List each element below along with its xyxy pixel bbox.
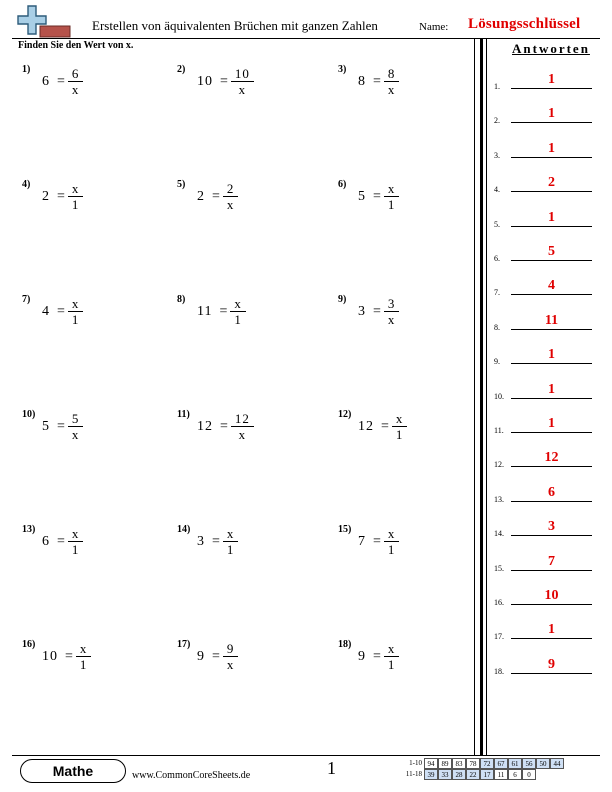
problem-number: 12)	[338, 409, 352, 420]
brand-badge: Mathe	[20, 759, 126, 783]
denominator: x	[238, 427, 247, 442]
answer-line	[511, 638, 592, 639]
instructions: Finden Sie den Wert von x.	[18, 40, 134, 51]
denominator: 1	[395, 427, 404, 442]
answer-row	[494, 346, 600, 366]
answer-value: 1	[548, 347, 555, 363]
problem-number: 14)	[177, 524, 191, 535]
numerator: 3	[384, 296, 400, 312]
score-cell: 56	[522, 758, 536, 769]
equals-sign: =	[57, 73, 65, 89]
denominator: 1	[79, 657, 88, 672]
denominator: 1	[387, 657, 396, 672]
denominator: 1	[234, 312, 242, 327]
numerator: x	[384, 526, 400, 542]
answer-line	[511, 157, 592, 158]
numerator: 5	[68, 411, 84, 427]
answer-line	[511, 122, 592, 123]
answer-number: 5.	[494, 219, 500, 229]
equation	[197, 641, 238, 672]
answer-value: 6	[548, 484, 555, 500]
answer-number: 8.	[494, 322, 500, 332]
problem-number: 15)	[338, 524, 352, 535]
denominator: 1	[226, 542, 235, 557]
fraction	[223, 181, 239, 212]
answer-number: 17.	[494, 632, 504, 642]
problem-number: 9)	[338, 294, 347, 305]
answer-row	[494, 209, 600, 229]
answer-value: 10	[544, 588, 559, 603]
answer-row	[494, 621, 600, 641]
website-link[interactable]: www.CommonCoreSheets.de	[132, 770, 251, 781]
numerator: 6	[68, 66, 84, 82]
equation	[42, 181, 83, 212]
answer-line	[511, 466, 592, 467]
answer-number: 13.	[494, 494, 504, 504]
problem-number: 2)	[177, 64, 186, 75]
denominator: x	[226, 657, 235, 672]
answer-value: 1	[548, 622, 555, 638]
numerator: x	[223, 526, 239, 542]
problem-item	[338, 64, 488, 124]
equation	[42, 641, 91, 672]
name-label: Name:	[419, 21, 449, 33]
fraction	[68, 296, 84, 327]
answer-number: 4.	[494, 185, 500, 195]
numerator: x	[76, 641, 92, 657]
whole-number: 2	[42, 188, 50, 204]
fraction	[231, 66, 254, 97]
answer-number: 10.	[494, 391, 504, 401]
score-row-label: 11-18	[405, 770, 422, 778]
score-row	[396, 769, 536, 780]
fraction	[392, 411, 408, 442]
problem-number: 4)	[22, 179, 31, 190]
denominator: x	[238, 82, 247, 97]
numerator: 2	[223, 181, 239, 197]
answer-line	[511, 226, 592, 227]
problem-number: 8)	[177, 294, 186, 305]
numerator: x	[392, 411, 408, 427]
answer-value: 1	[548, 209, 555, 225]
equals-sign: =	[373, 648, 381, 664]
score-cell: 89	[438, 758, 452, 769]
answer-value: 1	[548, 106, 555, 122]
denominator: x	[387, 82, 396, 97]
answer-value: 1	[548, 72, 555, 87]
denominator: x	[71, 82, 80, 97]
answer-row	[494, 415, 600, 435]
score-cell: 94	[424, 758, 438, 769]
answer-line	[511, 294, 592, 295]
fraction	[68, 526, 84, 557]
score-cell: 50	[536, 758, 550, 769]
answer-number: 3.	[494, 150, 500, 160]
equals-sign: =	[220, 418, 228, 434]
answer-row	[494, 518, 600, 538]
answer-line	[511, 398, 592, 399]
problem-item	[338, 524, 488, 584]
score-cell: 28	[452, 769, 466, 780]
fraction	[68, 66, 84, 97]
whole-number: 2	[197, 188, 205, 204]
problem-item	[338, 409, 488, 469]
answer-number: 16.	[494, 598, 504, 607]
equals-sign: =	[373, 188, 381, 204]
problem-number: 16)	[22, 639, 36, 650]
equation	[358, 181, 399, 212]
equation	[42, 296, 83, 327]
problem-number: 6)	[338, 179, 347, 190]
equals-sign: =	[373, 303, 381, 319]
whole-number: 6	[42, 73, 50, 89]
score-row-label: 1-10	[409, 759, 422, 767]
whole-number: 10	[42, 648, 58, 664]
whole-number: 12	[358, 418, 374, 434]
equals-sign: =	[57, 303, 65, 319]
whole-number: 9	[358, 648, 366, 664]
answer-line	[511, 260, 592, 261]
equation	[358, 66, 399, 97]
answer-value: 11	[544, 312, 559, 328]
equation	[197, 181, 238, 212]
score-cell: 44	[550, 758, 564, 769]
equals-sign: =	[57, 188, 65, 204]
problem-item	[22, 294, 172, 354]
score-row	[396, 758, 564, 769]
denominator: 1	[387, 542, 396, 557]
whole-number: 3	[197, 533, 205, 549]
equals-sign: =	[212, 188, 220, 204]
problem-item	[177, 639, 327, 699]
answer-number: 2.	[494, 116, 500, 126]
footer-divider	[12, 755, 600, 756]
answer-line	[511, 535, 592, 536]
equals-sign: =	[373, 533, 381, 549]
score-cell: 61	[508, 758, 522, 769]
fraction	[384, 181, 400, 212]
answer-value: 4	[548, 278, 555, 294]
answers-heading: Antworten	[512, 41, 590, 56]
problem-number: 3)	[338, 64, 347, 75]
fraction	[384, 66, 400, 97]
fraction	[76, 641, 92, 672]
score-cell: 67	[494, 758, 508, 769]
numerator: x	[230, 296, 246, 312]
equals-sign: =	[212, 533, 220, 549]
score-cell: 33	[438, 769, 452, 780]
problem-item	[177, 64, 327, 124]
problem-number: 1)	[22, 64, 31, 75]
problem-item	[22, 639, 172, 699]
answer-number: 14.	[494, 529, 504, 539]
equation	[358, 641, 399, 672]
answer-number: 11.	[494, 426, 504, 435]
denominator: x	[387, 312, 396, 327]
score-cell: 0	[522, 769, 536, 780]
answer-key-title: Lösungsschlüssel	[468, 16, 581, 32]
answer-row	[494, 656, 600, 676]
answer-line	[511, 501, 592, 502]
answer-value: 3	[548, 519, 555, 535]
answer-number: 1.	[494, 82, 500, 91]
answer-row	[494, 312, 600, 332]
problem-number: 11)	[177, 409, 190, 420]
whole-number: 4	[42, 303, 50, 319]
whole-number: 6	[42, 533, 50, 549]
answer-value: 2	[548, 175, 555, 191]
score-cell: 72	[480, 758, 494, 769]
equation	[358, 296, 399, 327]
score-cell: 17	[480, 769, 494, 780]
fraction	[384, 296, 400, 327]
numerator: 10	[231, 66, 254, 82]
fraction	[223, 526, 239, 557]
fraction	[223, 641, 239, 672]
answer-value: 5	[548, 244, 555, 259]
score-cell: 83	[452, 758, 466, 769]
problem-item	[22, 179, 172, 239]
whole-number: 7	[358, 533, 366, 549]
problem-item	[338, 294, 488, 354]
problem-item	[177, 294, 327, 354]
answer-row	[494, 587, 600, 607]
answer-line	[511, 673, 592, 674]
problem-number: 13)	[22, 524, 36, 535]
denominator: 1	[71, 542, 80, 557]
answer-value: 1	[548, 381, 555, 397]
equals-sign: =	[373, 73, 381, 89]
score-cell: 22	[466, 769, 480, 780]
answer-number: 15.	[494, 563, 504, 573]
header-divider	[12, 38, 600, 39]
worksheet-title: Erstellen von äquivalenten Brüchen mit ganzen Zahlen	[92, 18, 378, 33]
answer-row	[494, 243, 600, 263]
answer-value: 9	[548, 656, 555, 672]
answer-row	[494, 277, 600, 297]
equation	[197, 296, 246, 327]
denominator: x	[226, 197, 235, 212]
denominator: 1	[387, 197, 396, 212]
equation	[358, 526, 399, 557]
answer-number: 18.	[494, 666, 504, 676]
equation	[42, 66, 83, 97]
equation	[358, 411, 407, 442]
problem-item	[177, 179, 327, 239]
answer-number: 7.	[494, 288, 500, 298]
equation	[42, 411, 83, 442]
answer-row	[494, 105, 600, 125]
score-cell: 39	[424, 769, 438, 780]
problem-item	[338, 639, 488, 699]
score-cell: 11	[494, 769, 508, 780]
whole-number: 12	[197, 418, 213, 434]
fraction	[384, 641, 400, 672]
problem-item	[177, 524, 327, 584]
answer-row	[494, 553, 600, 573]
fraction	[231, 411, 254, 442]
answer-value: 1	[548, 140, 555, 156]
equation	[197, 411, 254, 442]
fraction	[384, 526, 400, 557]
answer-line	[511, 604, 592, 605]
answer-line	[511, 191, 592, 192]
fraction	[68, 411, 84, 442]
denominator: x	[71, 427, 80, 442]
equals-sign: =	[57, 533, 65, 549]
problem-number: 7)	[22, 294, 31, 305]
numerator: x	[68, 296, 84, 312]
equation	[42, 526, 83, 557]
answer-line	[511, 88, 592, 89]
answer-row	[494, 381, 600, 401]
problem-item	[22, 409, 172, 469]
numerator: x	[384, 181, 400, 197]
equation	[197, 66, 254, 97]
answer-line	[511, 570, 592, 571]
answer-value: 7	[548, 553, 555, 569]
answer-line	[511, 432, 592, 433]
denominator: 1	[71, 197, 80, 212]
answer-value: 1	[548, 416, 555, 431]
logo-icon	[16, 4, 72, 38]
problem-number: 5)	[177, 179, 186, 190]
score-cell: 78	[466, 758, 480, 769]
whole-number: 11	[197, 303, 213, 319]
whole-number: 10	[197, 73, 213, 89]
answer-value: 12	[544, 450, 559, 466]
whole-number: 5	[42, 418, 50, 434]
equals-sign: =	[220, 73, 228, 89]
whole-number: 8	[358, 73, 366, 89]
answer-row	[494, 449, 600, 469]
answer-line	[511, 363, 592, 364]
equals-sign: =	[65, 648, 73, 664]
numerator: x	[68, 526, 84, 542]
whole-number: 3	[358, 303, 366, 319]
denominator: 1	[71, 312, 80, 327]
problem-number: 17)	[177, 639, 191, 650]
answer-number: 6.	[494, 254, 500, 263]
problem-item	[338, 179, 488, 239]
problem-item	[22, 524, 172, 584]
equals-sign: =	[212, 648, 220, 664]
answer-row	[494, 71, 600, 91]
numerator: x	[384, 641, 400, 657]
equals-sign: =	[381, 418, 389, 434]
equals-sign: =	[57, 418, 65, 434]
answer-line	[511, 329, 592, 330]
answer-row	[494, 140, 600, 160]
equation	[197, 526, 238, 557]
whole-number: 5	[358, 188, 366, 204]
problem-item	[177, 409, 327, 469]
fraction	[68, 181, 84, 212]
numerator: 12	[231, 411, 254, 427]
score-cell: 6	[508, 769, 522, 780]
whole-number: 9	[197, 648, 205, 664]
fraction	[230, 296, 246, 327]
problem-number: 10)	[22, 409, 36, 420]
numerator: 8	[384, 66, 400, 82]
answer-row	[494, 484, 600, 504]
problem-number: 18)	[338, 639, 352, 650]
equals-sign: =	[219, 303, 228, 319]
answer-row	[494, 174, 600, 194]
numerator: x	[68, 181, 84, 197]
numerator: 9	[223, 641, 239, 657]
answer-number: 9.	[494, 357, 500, 367]
problem-item	[22, 64, 172, 124]
answer-number: 12.	[494, 460, 504, 470]
page-number: 1	[327, 758, 336, 778]
